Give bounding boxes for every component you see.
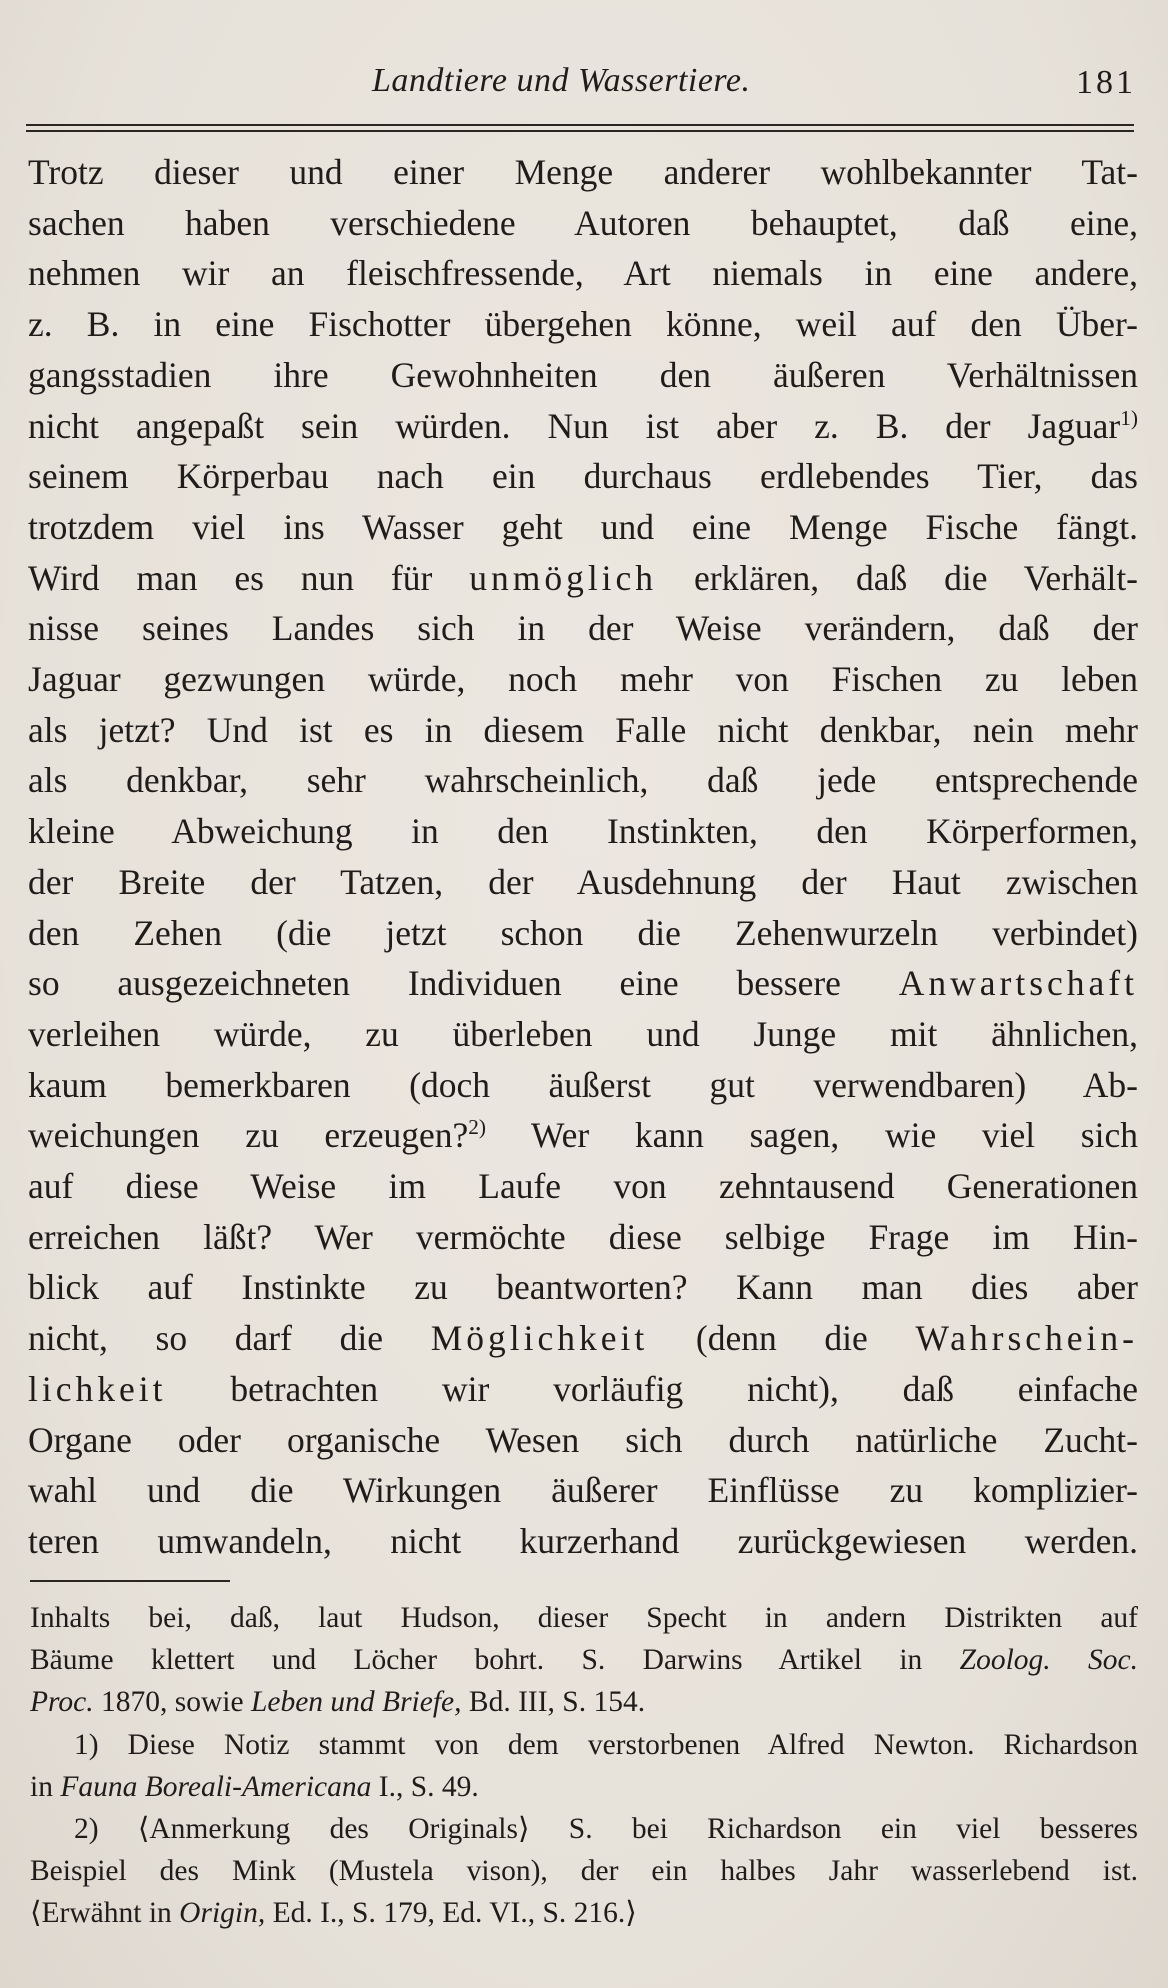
text-line: nisse seines Landes sich in der Weise verändern, daß der — [28, 608, 1138, 649]
emphasis-anwartschaft: Anwartschaft — [898, 963, 1138, 1004]
text-segment: ⟨Erwähnt in — [30, 1897, 172, 1930]
emphasis-unmoeglich: unmöglich — [469, 557, 658, 598]
text-segment: nicht angepaßt sein würden. Nun ist aber z. B. der Jaguar — [28, 405, 1121, 446]
text-line: z. B. in eine Fischotter übergehen könne, weil auf den Über- — [28, 304, 1138, 345]
text-line — [28, 958, 1138, 1009]
citation-title: Proc. — [30, 1686, 94, 1719]
footnote-ref-1: 1) — [1120, 405, 1138, 430]
text-segment: betrachten wir vorläufig nicht), daß einfache — [230, 1368, 1138, 1409]
text-line: Trotz dieser und einer Menge anderer wohlbekannter Tat- — [28, 152, 1138, 192]
text-line: auf diese Weise im Laufe von zehntausend Generationen — [28, 1166, 1138, 1207]
text-line: teren umwandeln, nicht kurzerhand zurückgewiesen werden. — [28, 1520, 1138, 1561]
text-line: erreichen läßt? Wer vermöchte diese selbige Frage im Hin- — [28, 1216, 1138, 1257]
footnote-2: 2) ⟨Anmerkung des Originals⟩ S. bei Richardson ein viel besseres — [74, 1813, 1138, 1846]
text-segment: Bd. III, S. 154. — [468, 1686, 646, 1719]
text-segment: erklären, daß die Verhält- — [693, 557, 1138, 598]
text-segment: Wird man es nun für — [28, 557, 433, 598]
text-line: kaum bemerkbaren (doch äußerst gut verwendbaren) Ab- — [28, 1064, 1138, 1105]
text-segment: nicht, so darf die — [28, 1318, 383, 1359]
text-segment: (denn die — [695, 1318, 868, 1359]
text-line: wahl und die Wirkungen äußerer Einflüsse zu komplizier- — [28, 1470, 1138, 1511]
text-segment: I., S. 49. — [378, 1770, 479, 1803]
text-line: Jaguar gezwungen würde, noch mehr von Fischen zu leben — [28, 659, 1138, 700]
footnote-1: 1) Diese Notiz stammt von dem verstorbenen Alfred Newton. Richardson — [74, 1728, 1138, 1761]
text-segment: Bäume klettert und Löcher bohrt. S. Darwins Artikel in — [30, 1644, 923, 1677]
text-segment: Wer kann sagen, wie viel sich — [531, 1115, 1138, 1156]
emphasis-lichkeit: lichkeit — [28, 1368, 167, 1409]
text-line — [28, 553, 1138, 604]
footnote-line — [30, 1681, 1138, 1723]
footnote-line — [30, 1766, 1138, 1808]
text-line: verleihen würde, zu überleben und Junge mit ähnlichen, — [28, 1013, 1138, 1054]
text-line: der Breite der Tatzen, der Ausdehnung der Haut zwischen — [28, 861, 1138, 902]
text-segment: weichungen zu erzeugen? — [28, 1115, 469, 1156]
text-line: den Zehen (die jetzt schon die Zehenwurzeln verbindet) — [28, 912, 1138, 953]
citation-title: Fauna Boreali-Americana — [60, 1770, 372, 1803]
text-line — [28, 401, 1138, 452]
emphasis-wahrschein: Wahrschein- — [915, 1318, 1138, 1359]
running-title: Landtiere und Wassertiere. — [372, 62, 751, 99]
footnote-ref-2: 2) — [468, 1115, 486, 1140]
text-segment: Ed. I., S. 179, Ed. VI., S. 216.⟩ — [272, 1897, 637, 1930]
text-line: trotzdem viel ins Wasser geht und eine Menge Fische fängt. — [28, 506, 1138, 547]
emphasis-moeglichkeit: Möglichkeit — [430, 1318, 649, 1359]
text-line: Organe oder organische Wesen sich durch natürliche Zucht- — [28, 1419, 1138, 1460]
footnote-line: Inhalts bei, daß, laut Hudson, dieser Specht in andern Distrikten auf — [30, 1602, 1138, 1634]
header-rule-top — [26, 124, 1134, 126]
text-line — [28, 1313, 1138, 1364]
text-line: seinem Körperbau nach ein durchaus erdlebendes Tier, das — [28, 456, 1138, 497]
text-line: als jetzt? Und ist es in diesem Falle nicht denkbar, nein mehr — [28, 709, 1138, 750]
page-number: 181 — [1076, 64, 1136, 101]
text-line: nehmen wir an fleischfressende, Art niemals in eine andere, — [28, 253, 1138, 294]
citation-title: Origin, — [179, 1897, 266, 1930]
footnote-rule — [30, 1580, 230, 1582]
header-rule-bottom — [26, 130, 1134, 132]
text-line: kleine Abweichung in den Instinkten, den Körperformen, — [28, 811, 1138, 852]
footnotes — [30, 1597, 1138, 1935]
text-line — [28, 1364, 1138, 1415]
footnote-line: Beispiel des Mink (Mustela vison), der ein halbes Jahr wasserlebend ist. — [30, 1855, 1138, 1888]
footnote-line — [30, 1639, 1138, 1681]
text-line: blick auf Instinkte zu beantworten? Kann man dies aber — [28, 1267, 1138, 1308]
citation-title: Leben und Briefe, — [250, 1686, 462, 1719]
page-header — [0, 62, 1168, 112]
text-line — [28, 1110, 1138, 1161]
text-segment: so ausgezeichneten Individuen eine bessere — [28, 963, 841, 1004]
main-text — [28, 147, 1138, 1567]
text-line: gangsstadien ihre Gewohnheiten den äußeren Verhältnissen — [28, 354, 1138, 395]
text-segment: 1870, sowie — [101, 1686, 244, 1719]
footnote-line — [30, 1892, 1138, 1934]
citation-title: Zoolog. Soc. — [959, 1644, 1138, 1677]
text-line: sachen haben verschiedene Autoren behauptet, daß eine, — [28, 202, 1138, 243]
text-line: als denkbar, sehr wahrscheinlich, daß jede entsprechende — [28, 760, 1138, 801]
text-segment: in — [30, 1770, 53, 1803]
